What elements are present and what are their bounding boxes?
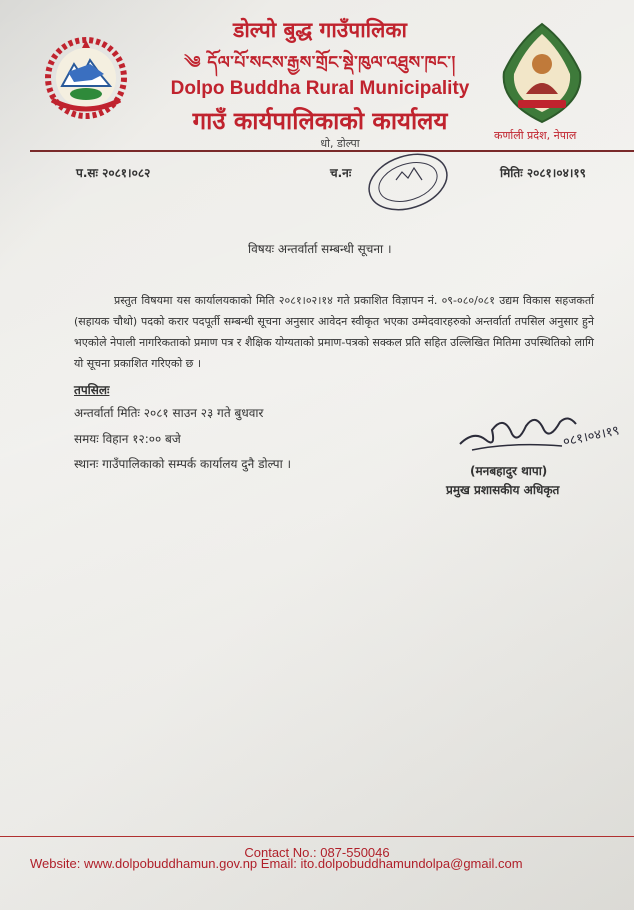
details-heading: तपसिलः [74,383,110,397]
municipality-logo-icon [496,22,588,126]
footer-website-email: Website: www.dolpobuddhamun.gov.np Email: ito.dolpobuddhamundolpa@gmail.com [30,856,523,871]
province-label: कर्णाली प्रदेश, नेपाल [494,129,577,142]
reference-number: प.सः २०८१।०८२ [76,166,151,180]
dispatch-number: च.नः [330,166,352,180]
municipality-name-nepali: डोल्पो बुद्ध गाउँपालिका [233,18,407,42]
letter-date: मितिः २०८१।०४।१९ [500,166,586,180]
interview-date: अन्तर्वार्ता मितिः २०८१ साउन २३ गते बुधवार [74,406,264,420]
office-location: धो, डोल्पा [320,137,360,150]
handwritten-signature [452,400,622,470]
interview-venue: स्थानः गाउँपालिकाको सम्पर्क कार्यालय दुनै डोल्पा । [74,457,292,471]
signatory-name: (मनबहादुर थापा) [470,464,548,478]
signatory-title: प्रमुख प्रशासकीय अधिकृत [446,483,560,497]
interview-time: समयः विहान १२:०० बजे [74,432,181,446]
office-name-nepali: गाउँ कार्यपालिकाको कार्यालय [192,107,448,135]
footer-contact: Contact No.: 087-550046 [244,845,390,860]
nepal-emblem-icon [38,34,134,120]
municipality-name-tibetan: ༄ དོལ་པོ་སངས་རྒྱས་གྲོང་སྡེ་ཁུལ་འཐུས་ཁང་། [184,53,456,73]
subject-line: विषयः अन्तर्वार्ता सम्बन्धी सूचना । [248,242,392,256]
municipality-name-english: Dolpo Buddha Rural Municipality [170,78,470,99]
header-divider [30,150,634,152]
footer-divider [0,836,634,837]
signature-date: ०८१।०४।१९ [561,423,621,450]
official-stamp [360,150,456,214]
notice-body: प्रस्तुत विषयमा यस कार्यालयकाको मिति २०८१।०२।१४ गते प्रकाशित विज्ञापन नं. ०९-०८०/०८१ उद्यम विकास सहजकर्ता (सहायक चौथो) पदको करार पदपूर्ती सम्बन्धी सूचना अनुसार आवेदन स्वीकृत भएका उम्मेदवारहरुको अन्तर्वार्ता तपसिल अनुसार हुने भएकोले नेपाली नागरिकताको प्रमाण पत्र र शैक्षिक योग्यताको प्रमाण-पत्रको सक्कल प्रति सहित उल्लिखित मितिमा उपस्थितिको लागि यो सूचना प्रकाशित गरिएको छ । [74,294,594,370]
